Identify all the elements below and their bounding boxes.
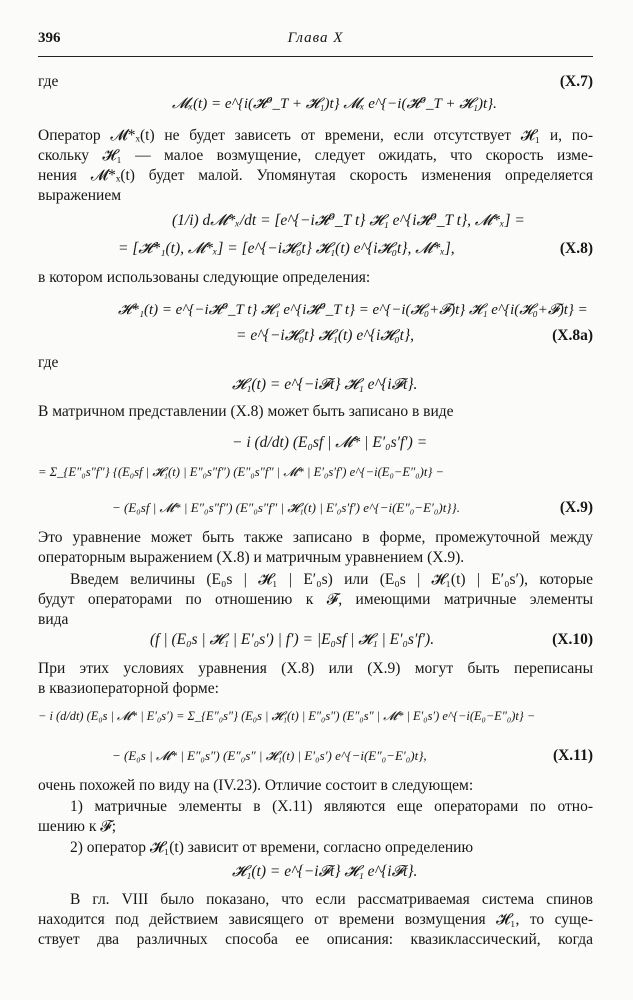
text-line: очень похожей по виду на (IV.23). Отличие состоит в следующем:: [38, 777, 474, 794]
text-line: ствует два различных способа ее описания: квазиклассический, когда: [38, 931, 593, 948]
formula-line: = e^{−i𝓗₀t} 𝓗₁(t) e^{i𝓗₀t},: [236, 327, 415, 344]
formula-line: (f | (E₀s | 𝓗₁ | E′₀s′) | f′) = |E₀sf | 𝓗₁ | E′₀s′f′).: [150, 631, 435, 648]
equation-number: (X.9): [559, 499, 593, 516]
text-line: 1) матричные элементы в (X.11) являются еще операторами по отно-: [70, 798, 593, 815]
text-line: В гл. VIII было показано, что если рассматриваемая система спинов: [70, 891, 593, 908]
text-line: находится под действием зависящего от времени возмущения 𝓗₁, то суще-: [38, 911, 593, 928]
formula-line: = Σ_{E″₀s″f″} {(E₀sf | 𝓗₁(t) | E″₀s″f″) (E″₀s″f″ | 𝓜* | E′₀s′f′) e^{−i(E₀−E″₀)t} −: [38, 465, 445, 479]
formula-line: 𝓗₁(t) = e^{−i𝓕t} 𝓗₁ e^{i𝓕t}.: [232, 376, 418, 393]
text-line: Оператор 𝓜*ₓ(t) не будет зависеть от времени, если отсутствует 𝓗₁ и, по-: [38, 127, 593, 144]
text-line: скольку 𝓗₁ — малое возмущение, следует ожидать, что скорость изме-: [38, 147, 593, 164]
text-line: операторным выражением (X.8) и матричным уравнением (X.9).: [38, 549, 465, 566]
formula-line: − (E₀sf | 𝓜* | E″₀s″f″) (E″₀s″f″ | 𝓗₁(t) | E′₀s′f′) e^{−i(E″₀−E′₀)t}}.: [112, 500, 460, 515]
formula-line: = [𝓗*₁(t), 𝓜*ₓ] = [e^{−i𝓗₀t} 𝓗₁(t) e^{i𝓗₀t}, 𝓜*ₓ],: [118, 240, 455, 257]
text-line: При этих условиях уравнения (X.8) или (X.9) могут быть переписаны: [38, 660, 593, 677]
formula-x7: 𝓜ₓ(t) = e^{i(𝓗⁰_T + 𝓗₁)t} 𝓜ₓ e^{−i(𝓗⁰_T + 𝓗₁)t}.: [172, 96, 497, 112]
text-line: В матричном представлении (X.8) может быть записано в виде: [38, 403, 454, 420]
text-line: шению к 𝓕;: [38, 818, 117, 835]
equation-number: (X.11): [552, 747, 593, 764]
formula-line: − i (d/dt) (E₀s | 𝓜* | E′₀s′) = Σ_{E″₀s″} (E₀s | 𝓗₁(t) | E″₀s″) (E″₀s″ | 𝓜* | E′₀s′) e^{−i(E₀−E″₀)t} −: [38, 709, 536, 723]
text-line: 2) оператор 𝓗₁(t) зависит от времени, согласно определению: [70, 839, 474, 856]
page-header: [38, 30, 593, 54]
text-line: будут операторами по отношению к 𝓕, имеющими матричные элементы: [38, 591, 593, 608]
chapter-title: Глава X: [287, 30, 344, 46]
formula-line: (1/i) d𝓜*ₓ/dt = [e^{−i𝓗⁰_T t} 𝓗₁ e^{i𝓗⁰_T t}, 𝓜*ₓ] =: [172, 212, 525, 229]
text-line: в квазиоператорной форме:: [38, 680, 219, 697]
formula-line: − (E₀s | 𝓜* | E″₀s″) (E″₀s″ | 𝓗₁(t) | E′₀s′) e^{−i(E″₀−E′₀)t},: [112, 748, 427, 763]
formula-line: 𝓗₁(t) = e^{−i𝓕t} 𝓗₁ e^{i𝓕t}.: [232, 863, 418, 880]
page-number: 396: [38, 30, 61, 46]
header-rule: [38, 56, 593, 57]
equation-number: (X.7): [559, 73, 593, 90]
text-line: выражением: [38, 187, 122, 204]
formula-line: 𝓗*₁(t) = e^{−i𝓗⁰_T t} 𝓗₁ e^{i𝓗⁰_T t} = e^{−i(𝓗₀+𝓕)t} 𝓗₁ e^{i(𝓗₀+𝓕)t} =: [118, 302, 588, 318]
text-line: Это уравнение может быть также записано в форме, промежуточной между: [38, 529, 593, 546]
text-line: вида: [38, 611, 69, 628]
text-line: нения 𝓜*ₓ(t) будет малой. Упомянутая скорость изменения определяется: [38, 167, 593, 184]
equation-number: (X.10): [552, 631, 593, 648]
equation-number: (X.8): [559, 240, 593, 257]
text-line: в котором использованы следующие определения:: [38, 269, 371, 286]
formula-line: − i (d/dt) (E₀sf | 𝓜* | E′₀s′f′) =: [232, 434, 428, 451]
text-line: где: [38, 354, 59, 371]
text-line: Введем величины (E₀s | 𝓗₁ | E′₀s) или (E₀s | 𝓗₁(t) | E′₀s′), которые: [70, 571, 593, 588]
text-line: где: [38, 73, 59, 90]
equation-number: (X.8a): [552, 327, 593, 344]
